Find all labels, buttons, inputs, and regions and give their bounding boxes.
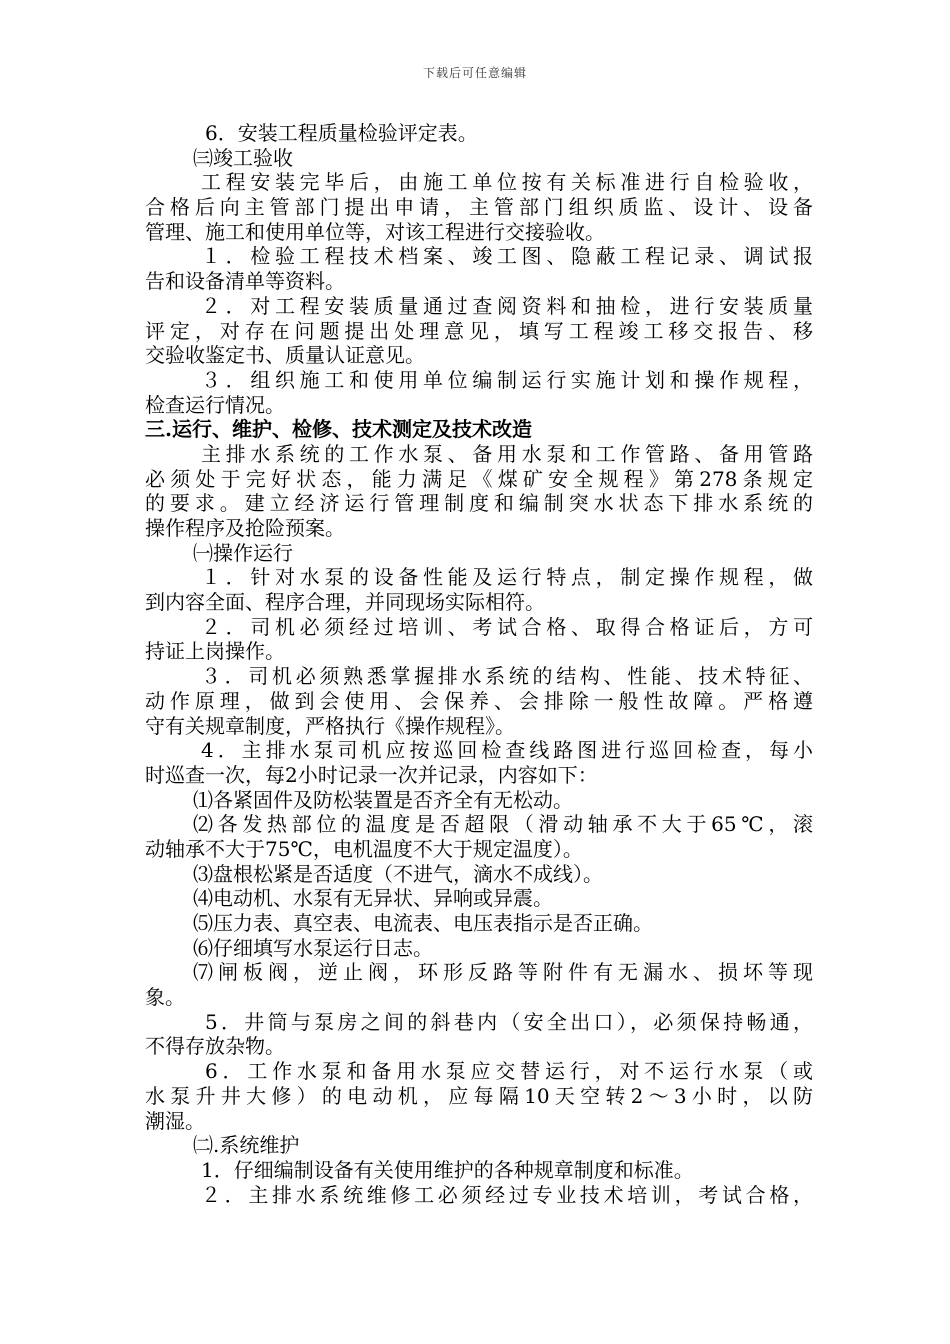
text-line: ⑹仔细填写水泵运行日志。 (193, 935, 433, 960)
text-line: 守有关规章制度，严格执行《操作规程》。 (145, 713, 515, 738)
text-line: 6．安装工程质量检验评定表。 (205, 121, 478, 145)
text-line: 6．工作水泵和备用水泵应交替运行，对不运行水泵（或 (205, 1059, 813, 1084)
text-line: 评定，对存在问题提出处理意见，填写工程竣工移交报告、移 (145, 318, 813, 343)
text-line: ⑶盘根松紧是否适度（不进气，滴水不成线）。 (193, 861, 603, 886)
text-line: 合格后向主管部门提出申请，主管部门组织质监、设计、设备 (145, 195, 813, 220)
text-line: ㈢竣工验收 (193, 145, 293, 170)
text-line: ３．组织施工和使用单位编制运行实施计划和操作规程， (201, 367, 813, 392)
text-line: 动作原理，做到会使用、会保养、会排除一般性故障。严格遵 (145, 688, 813, 713)
document-body (145, 121, 813, 1207)
text-line: 时巡查一次，每2小时记录一次并记录，内容如下： (145, 762, 598, 787)
text-line: 到内容全面、程序合理，并同现场实际相符。 (145, 590, 545, 615)
text-line: 5．井筒与泵房之间的斜巷内（安全出口），必须保持畅通， (205, 1009, 813, 1034)
text-line: ⑺闸板阀，逆止阀，环形反路等附件有无漏水、损坏等现 (193, 960, 813, 985)
text-line: 的要求。建立经济运行管理制度和编制突水状态下排水系统的 (145, 491, 813, 516)
text-line: 主排水系统的工作水泵、备用水泵和工作管路、备用管路 (201, 441, 813, 466)
text-line: ㈠操作运行 (193, 540, 293, 565)
text-line: ㈡.系统维护 (193, 1133, 300, 1158)
text-line: 1．仔细编制设备有关使用维护的各种规章制度和标准。 (201, 1157, 694, 1182)
text-line: ⑵各发热部位的温度是否超限（滑动轴承不大于65℃，滚 (193, 812, 813, 837)
text-line: 动轴承不大于75℃，电机温度不大于规定温度）。 (145, 836, 583, 861)
text-line: 检查运行情况。 (145, 392, 285, 417)
text-line: ⑷电动机、水泵有无异状、异响或异震。 (193, 886, 553, 911)
text-line: 水泵升井大修）的电动机，应每隔10天空转2～3小时，以防 (145, 1083, 813, 1108)
text-line: ２．对工程安装质量通过查阅资料和抽检，进行安装质量 (201, 293, 813, 318)
text-line: 告和设备清单等资料。 (145, 269, 345, 294)
section-heading: 三.运行、维护、检修、技术测定及技术改造 (145, 417, 532, 442)
text-line: 象。 (145, 985, 185, 1010)
text-line: 不得存放杂物。 (145, 1034, 285, 1059)
text-line: ２．主排水系统维修工必须经过专业技术培训，考试合格， (201, 1182, 813, 1207)
text-line: ⑸压力表、真空表、电流表、电压表指示是否正确。 (193, 911, 653, 935)
page-header: 下载后可任意编辑 (422, 66, 527, 80)
text-line: １．针对水泵的设备性能及运行特点，制定操作规程，做 (201, 565, 813, 590)
text-line: 持证上岗操作。 (145, 639, 285, 664)
text-line: 必须处于完好状态，能力满足《煤矿安全规程》第278条规定 (145, 466, 813, 491)
text-line: ⑴各紧固件及防松装置是否齐全有无松动。 (193, 787, 573, 812)
text-line: 潮湿。 (145, 1108, 205, 1133)
text-line: 管理、施工和使用单位等，对该工程进行交接验收。 (145, 219, 605, 244)
text-line: ２．司机必须经过培训、考试合格、取得合格证后，方可 (201, 614, 813, 639)
text-line: １．检验工程技术档案、竣工图、隐蔽工程记录、调试报 (201, 244, 813, 269)
text-line: ３．司机必须熟悉掌握排水系统的结构、性能、技术特征、 (201, 664, 813, 689)
text-line: 交验收鉴定书、质量认证意见。 (145, 343, 425, 368)
text-line: 4．主排水泵司机应按巡回检查线路图进行巡回检查，每小 (201, 738, 813, 763)
text-line: 工程安装完毕后，由施工单位按有关标准进行自检验收， (201, 170, 813, 195)
text-line: 操作程序及抢险预案。 (145, 516, 345, 540)
